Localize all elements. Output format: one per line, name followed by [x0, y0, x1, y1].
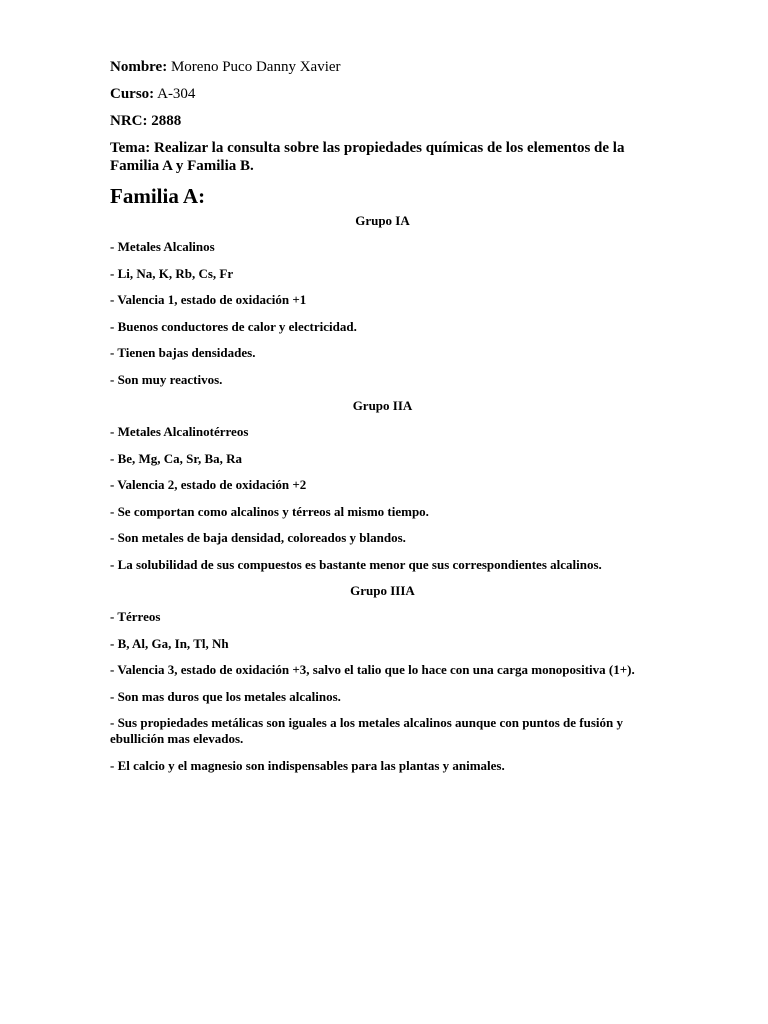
list-item: - Metales Alcalinos	[110, 239, 215, 254]
section-title: Familia A:	[110, 184, 206, 208]
list-item: - Valencia 1, estado de oxidación +1	[110, 292, 307, 307]
list-item: - Valencia 2, estado de oxidación +2	[110, 477, 307, 492]
list-item: - Metales Alcalinotérreos	[110, 424, 249, 439]
tema-line: Tema: Realizar la consulta sobre las propiedades químicas de los elementos de la Familia A y Familia B.	[110, 140, 625, 174]
list-item: - Térreos	[110, 609, 161, 624]
list-item: - Buenos conductores de calor y electricidad.	[110, 318, 357, 334]
list-item: - B, Al, Ga, In, Tl, Nh	[110, 635, 229, 651]
nombre-line	[110, 58, 655, 76]
list-item: - Son mas duros que los metales alcalinos.	[110, 688, 341, 704]
list-item: - Tienen bajas densidades.	[110, 345, 256, 360]
group-ia	[110, 213, 655, 388]
nombre-value: Moreno Puco Danny Xavier	[170, 59, 341, 75]
list-item: - Li, Na, K, Rb, Cs, Fr	[110, 265, 234, 281]
list-item: - Valencia 3, estado de oxidación +3, salvo el talio que lo hace con una carga monopositiva (1+).	[110, 662, 635, 677]
list-item: - Sus propiedades metálicas son iguales a los metales alcalinos aunque con puntos de fusión y ebullición mas elevados.	[110, 715, 623, 746]
nrc-line: NRC: 2888	[110, 113, 182, 129]
document-page	[110, 58, 655, 784]
list-item: - Be, Mg, Ca, Sr, Ba, Ra	[110, 450, 243, 466]
group-title: Grupo IA	[355, 213, 410, 228]
group-iia	[110, 398, 655, 573]
group-title: Grupo IIA	[352, 398, 413, 413]
curso-line	[110, 85, 655, 103]
nombre-label: Nombre:	[110, 59, 168, 75]
group-title: Grupo IIIA	[350, 583, 415, 598]
list-item: - Son muy reactivos.	[110, 371, 223, 387]
list-item: - Se comportan como alcalinos y térreos al mismo tiempo.	[110, 503, 429, 519]
curso-value: A-304	[157, 86, 196, 102]
list-item: - La solubilidad de sus compuestos es bastante menor que sus correspondientes alcalinos.	[110, 556, 602, 572]
list-item: - Son metales de baja densidad, coloreados y blandos.	[110, 530, 406, 545]
curso-label: Curso:	[110, 86, 155, 102]
group-iiia	[110, 583, 655, 774]
list-item: - El calcio y el magnesio son indispensables para las plantas y animales.	[110, 757, 505, 773]
